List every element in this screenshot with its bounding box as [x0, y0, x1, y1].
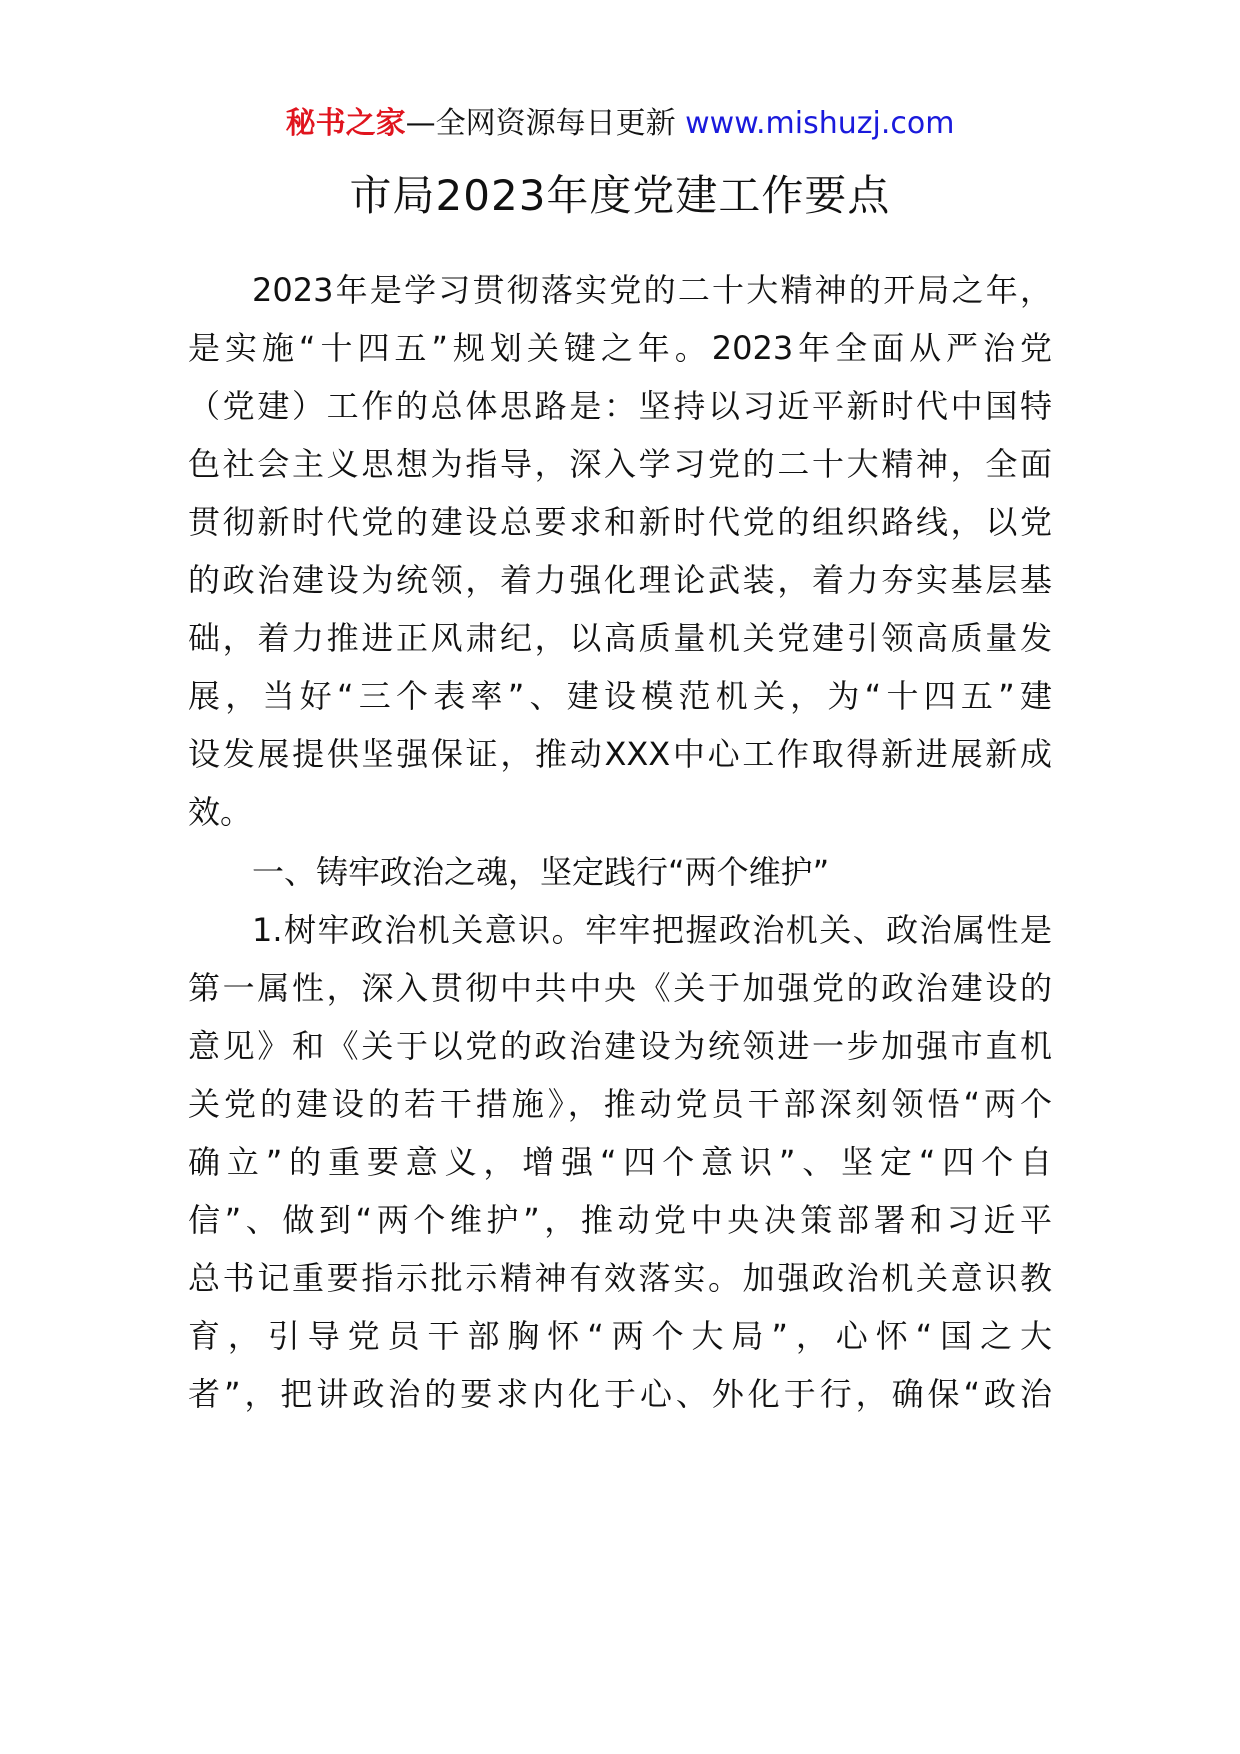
paragraph-line: 总书记重要指示批示精神有效落实。加强政治机关意识教: [188, 1259, 1052, 1297]
paragraph-line: 信”、做到“两个维护”，推动党中央决策部署和习近平: [188, 1201, 1052, 1239]
paragraph-line: 色社会主义思想为指导，深入学习党的二十大精神，全面: [188, 445, 1052, 483]
paragraph-line: 2023年是学习贯彻落实党的二十大精神的开局之年，: [252, 271, 1052, 309]
paragraph-line: 者”，把讲政治的要求内化于心、外化于行，确保“政治: [188, 1375, 1052, 1413]
paragraph-line: 是实施“十四五”规划关键之年。2023年全面从严治党: [188, 329, 1052, 367]
paragraph-line: 确立”的重要意义，增强“四个意识”、坚定“四个自: [188, 1143, 1052, 1181]
paragraph-line: 设发展提供坚强保证，推动XXX中心工作取得新进展新成: [188, 735, 1052, 773]
paragraph-line: 效。: [188, 793, 253, 831]
paragraph-line: 础，着力推进正风肃纪，以高质量机关党建引领高质量发: [188, 619, 1052, 657]
paragraph-line: 意见》和《关于以党的政治建设为统领进一步加强市直机: [188, 1027, 1052, 1065]
brand-name: 秘书之家: [285, 106, 406, 141]
paragraph-line: （党建）工作的总体思路是：坚持以习近平新时代中国特: [188, 387, 1052, 425]
paragraph-line: 1.树牢政治机关意识。牢牢把握政治机关、政治属性是: [252, 911, 1052, 949]
document-title: 市局2023年度党建工作要点: [349, 171, 891, 220]
paragraph-line: 展，当好“三个表率”、建设模范机关，为“十四五”建: [188, 677, 1052, 715]
section-heading: 一、铸牢政治之魂，坚定践行“两个维护”: [252, 853, 830, 891]
paragraph-line: 贯彻新时代党的建设总要求和新时代党的组织路线，以党: [188, 503, 1052, 541]
paragraph-line: 育，引导党员干部胸怀“两个大局”，心怀“国之大: [188, 1317, 1052, 1355]
site-url-link[interactable]: www.mishuzj.com: [685, 106, 955, 141]
paragraph-line: 第一属性，深入贯彻中共中央《关于加强党的政治建设的: [188, 969, 1052, 1007]
paragraph-line: 的政治建设为统领，着力强化理论武装，着力夯实基层基: [188, 561, 1052, 599]
paragraph-line: 关党的建设的若干措施》，推动党员干部深刻领悟“两个: [188, 1085, 1052, 1123]
header-banner: [0, 102, 1240, 146]
banner-tagline: —全网资源每日更新: [405, 106, 676, 141]
